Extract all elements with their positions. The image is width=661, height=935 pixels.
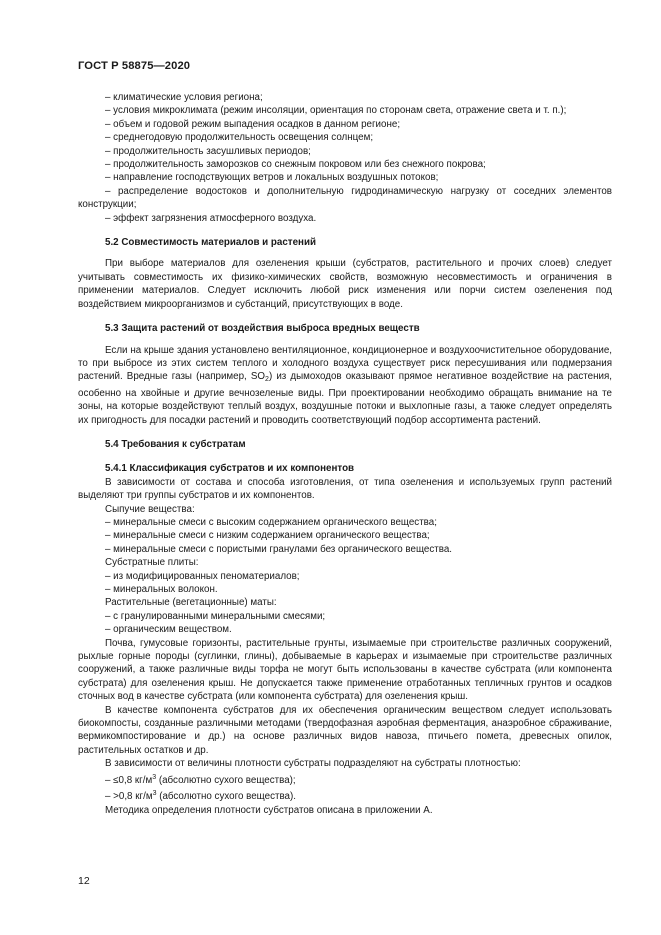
- list-item: – минеральные смеси с пористыми гранулами без органического вещества.: [105, 543, 453, 555]
- climate-conditions-list: [78, 91, 612, 225]
- paragraph-organic: В качестве компонента субстратов для их обеспечения органическим веществом следует использовать биокомпосты, созданные различными методами (твердофазная аэробная ферментация, анаэробное сбраживание, вермикомпостирование и др.) на основе различных видов навоза, птичьего помета, древесных опилок, растительных остатков и др.: [78, 704, 612, 756]
- paragraph-density: В зависимости от величины плотности субстраты подразделяют на субстраты плотностью:: [105, 758, 521, 770]
- list-item: – объем и годовой режим выпадения осадков в данном регионе;: [105, 118, 401, 130]
- section-5-2-text: При выборе материалов для озеленения крыши (субстратов, растительного и прочих слоев) следует учитывать совместимость их физико-химических свойств, возможную несовместимость и ограничения в применении материалов. Следует исключить любой риск изменения или порчи систем озеленения под воздействием микроорганизмов и субстанций, присутствующих в воде.: [78, 258, 612, 310]
- section-5-3-text-a: Если на крыше здания установлено вентиляционное, кондиционерное и воздухоочистительное оборудование, то при выбросе из этих систем теплого и холодного воздуха существует риск пересушивания или подмерзания растений. Вредные газы (например, SO: [78, 344, 612, 383]
- subscript: 2: [265, 376, 269, 384]
- section-heading-5-3: 5.3 Защита растений от воздействия выброса вредных веществ: [105, 323, 420, 335]
- section-5-3-text: [78, 344, 612, 427]
- list-item: – минеральные смеси с низким содержанием органического вещества;: [105, 530, 430, 542]
- group-title: Субстратные плиты:: [105, 557, 199, 569]
- list-item: – эффект загрязнения атмосферного воздуха.: [105, 212, 317, 224]
- list-item: – распределение водостоков и дополнительную гидродинамическую нагрузку от соседних элементов конструкции;: [78, 185, 612, 211]
- list-item: – продолжительность заморозков со снежным покровом или без снежного покрова;: [105, 159, 486, 171]
- group-title: Растительные (вегетационные) маты:: [105, 597, 277, 609]
- list-item: – органическим веществом.: [105, 624, 232, 636]
- list-item: – направление господствующих ветров и локальных воздушных потоков;: [105, 172, 439, 184]
- paragraph-method: Методика определения плотности субстратов описана в приложении А.: [105, 804, 433, 816]
- section-5-3-text-b: ) из дымоходов оказывают прямое негативное воздействие на растения, особенно на хвойные и другие вечнозеленые виды. При проектировании необходимо обращать внимание на те зоны, на которые воздействуют теплый воздух, воздушные потоки и выхлопные газы, а также следует определять их пригодность для посадки растений и проводить соответствующий подбор ассортимента растений.: [78, 371, 612, 426]
- document-body: [78, 91, 612, 817]
- group-title: Сыпучие вещества:: [105, 503, 195, 515]
- list-item: – условия микроклимата (режим инсоляции, ориентация по сторонам света, отражение света и т. п.);: [105, 105, 567, 117]
- section-heading-5-2: 5.2 Совместимость материалов и растений: [105, 237, 317, 249]
- section-heading-5-4: 5.4 Требования к субстратам: [105, 438, 246, 450]
- list-item: – из модифицированных пеноматериалов;: [105, 570, 300, 582]
- list-item: – >0,8 $кг/м^3$ (абсолютно сухого вещества).: [105, 790, 296, 803]
- section-5-4-1-intro: В зависимости от состава и способа изготовления, от типа озеленения и используемых групп растений выделяют три группы субстратов и их компонентов.: [78, 476, 612, 502]
- list-item: – минеральные смеси с высоким содержанием органического вещества;: [105, 516, 437, 528]
- list-item: – с гранулированными минеральными смесями;: [105, 610, 326, 622]
- list-item: – продолжительность засушливых периодов;: [105, 145, 311, 157]
- list-item: – минеральных волокон.: [105, 584, 218, 595]
- page-number: 12: [78, 875, 90, 887]
- list-item: – среднегодовую продолжительность освещения солнцем;: [105, 132, 374, 144]
- list-item: – климатические условия региона;: [105, 92, 263, 103]
- list-item: – ≤0,8 $кг/м^3$ (абсолютно сухого вещества);: [105, 773, 296, 786]
- paragraph-soils: Почва, гумусовые горизонты, растительные грунты, изымаемые при строительстве различных сооружений, рыхлые горные породы (суглинки, глины), добываемые в карьерах и изымаемые при строительстве различных сооружений, а также различные виды торфа не могут быть использованы в качестве субстрата (или компонента субстрата) для озеленения крыш. Не допускается также применение отработанных тепличных грунтов и осадков сточных вод в качестве субстрата (или компонента субстрата) для озеленения крыш.: [78, 637, 612, 703]
- document-header: ГОСТ Р 58875—2020: [78, 60, 191, 72]
- section-heading-5-4-1: 5.4.1 Классификация субстратов и их компонентов: [105, 463, 355, 475]
